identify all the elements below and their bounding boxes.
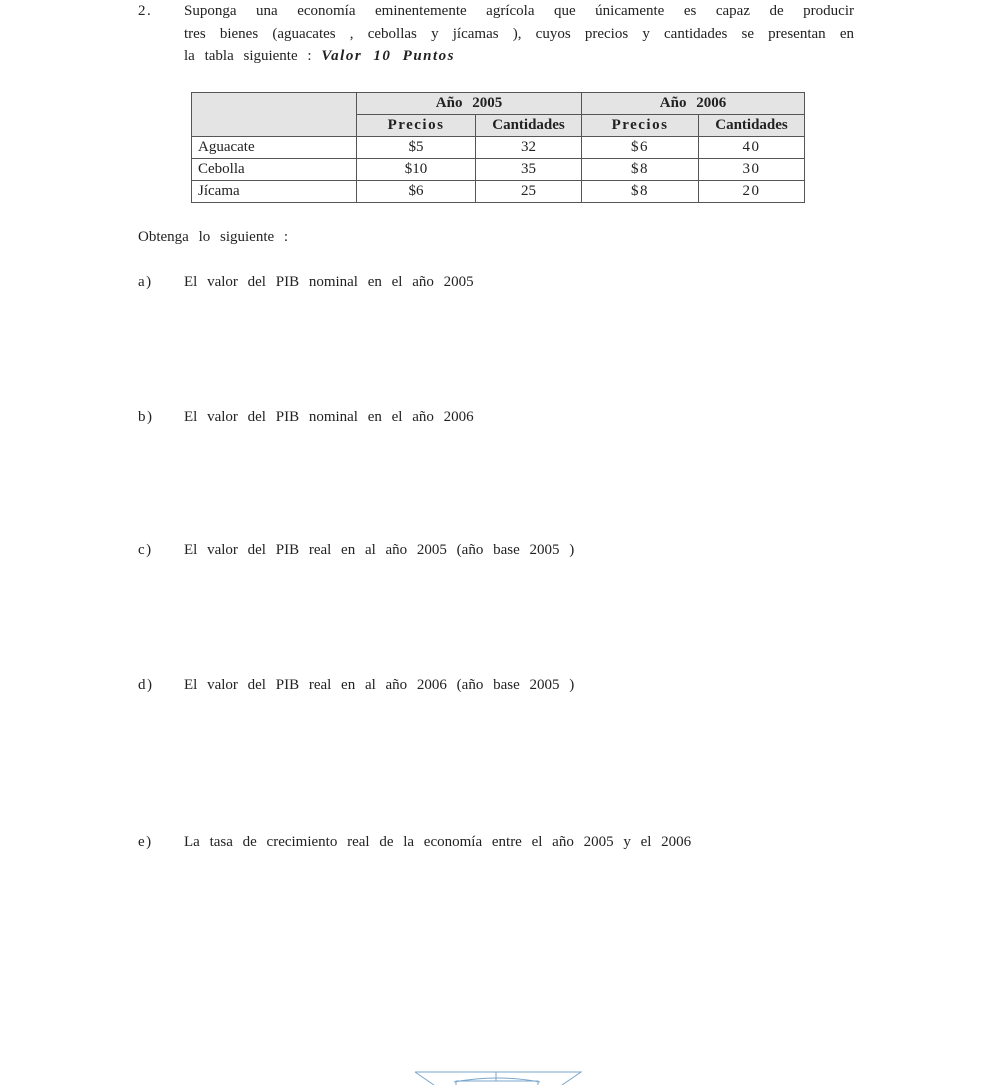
item-text-a: El valor del PIB nominal en el año 2005 — [184, 274, 474, 290]
intro-line-1: Suponga una economía eminentemente agrícola que únicamente es capaz de producir — [184, 3, 854, 19]
year-header-2006: Año 2006 — [582, 93, 805, 115]
row-item: Cebolla — [192, 159, 357, 181]
item-label-e: e) — [138, 834, 153, 850]
price-quantity-table — [191, 92, 805, 203]
cell-price-2006: $8 — [582, 181, 699, 203]
cell-price-2005: $10 — [357, 159, 476, 181]
row-item: Aguacate — [192, 137, 357, 159]
question-intro — [184, 0, 854, 68]
cell-price-2005: $5 — [357, 137, 476, 159]
cell-price-2005: $6 — [357, 181, 476, 203]
cell-quantity-2005: 35 — [476, 159, 582, 181]
cell-quantity-2006: 20 — [699, 181, 805, 203]
intro-line-3: la tabla siguiente : — [184, 48, 312, 64]
col-header-quantities-2006: Cantidades — [699, 115, 805, 137]
point-value: Valor 10 Puntos — [321, 48, 456, 64]
table-year-header-row — [192, 93, 805, 115]
cell-price-2006: $8 — [582, 159, 699, 181]
table-corner-cell — [192, 93, 357, 137]
item-label-a: a) — [138, 274, 153, 290]
instruction-text: Obtenga lo siguiente : — [138, 229, 289, 245]
intro-line-2: tres bienes (aguacates , cebollas y jícamas ), cuyos precios y cantidades se presentan en — [184, 25, 854, 42]
item-label-c: c) — [138, 542, 153, 558]
row-item: Jícama — [192, 181, 357, 203]
table-row — [192, 181, 805, 203]
cell-quantity-2005: 32 — [476, 137, 582, 159]
table-row — [192, 137, 805, 159]
item-label-b: b) — [138, 409, 154, 425]
item-text-e: La tasa de crecimiento real de la economía entre el año 2005 y el 2006 — [184, 834, 692, 850]
cell-quantity-2006: 30 — [699, 159, 805, 181]
cell-quantity-2005: 25 — [476, 181, 582, 203]
item-text-b: El valor del PIB nominal en el año 2006 — [184, 409, 474, 425]
footer-logo — [412, 1068, 584, 1085]
col-header-prices-2005: Precios — [357, 115, 476, 137]
intro-line-3-wrap — [184, 45, 854, 68]
col-header-prices-2006: Precios — [582, 115, 699, 137]
item-text-d: El valor del PIB real en al año 2006 (año base 2005 ) — [184, 677, 575, 693]
col-header-quantities-2005: Cantidades — [476, 115, 582, 137]
item-text-c: El valor del PIB real en al año 2005 (año base 2005 ) — [184, 542, 575, 558]
question-number: 2. — [138, 3, 153, 19]
cell-quantity-2006: 40 — [699, 137, 805, 159]
item-label-d: d) — [138, 677, 154, 693]
year-header-2005: Año 2005 — [357, 93, 582, 115]
cell-price-2006: $6 — [582, 137, 699, 159]
table-row — [192, 159, 805, 181]
